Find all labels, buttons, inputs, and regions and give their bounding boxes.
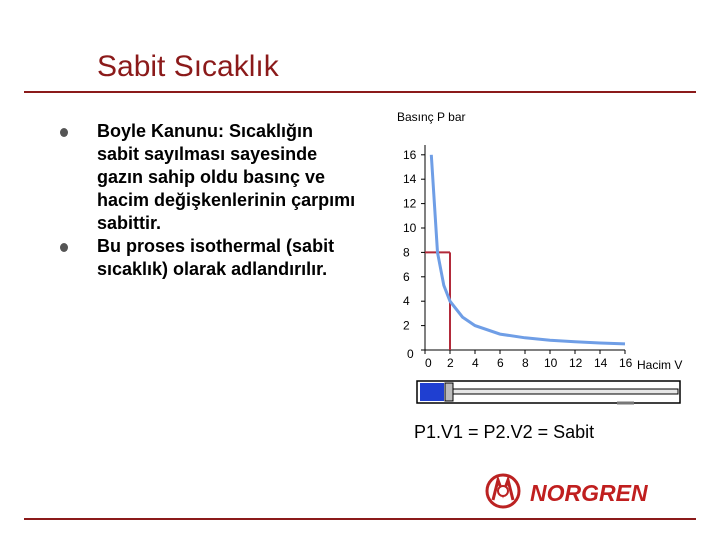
piston-head [445,383,453,401]
y-tick-label: 4 [403,294,410,309]
x-tick-label: 14 [594,356,608,370]
slide-title: Sabit Sıcaklık [97,50,279,83]
boyle-equation: P1.V1 = P2.V2 = Sabit [414,422,595,442]
bottom-divider [24,518,696,520]
y-tick-label: 6 [403,269,410,284]
y-tick-label: 8 [403,245,410,260]
y-tick-label: 10 [403,221,417,235]
y-tick-label: 2 [403,318,410,333]
x-tick-label: 16 [619,356,633,370]
gas-chamber [420,383,444,401]
y-axis-label: Basınç P bar [397,110,466,124]
x-tick-label: 10 [544,356,558,370]
x-tick-label: 12 [569,356,583,370]
bullet-text: Bu proses isothermal (sabit sıcaklık) olarak adlandırılır. [97,236,335,279]
piston-rod [453,389,678,394]
x-axis-label: Hacim V [637,358,683,372]
norgren-logo [484,470,696,510]
x-tick-label: 0 [425,356,432,370]
x-tick-label: 4 [472,356,479,370]
bullet-text: Boyle Kanunu: Sıcaklığın sabit sayılması sayesinde gazın sahip oldu basınç ve hacim değişkenlerinin çarpımı sabittir. [97,121,356,233]
y-tick-label: 0 [407,347,414,361]
x-tick-label: 6 [497,356,504,370]
y-tick-label: 16 [403,147,417,162]
x-tick-label: 2 [447,356,454,370]
norgren-emblem-icon [487,475,519,507]
y-tick-label: 12 [403,196,417,211]
y-tick-label: 14 [403,172,417,187]
isothermal-curve [431,155,625,344]
x-tick-label: 8 [522,356,529,370]
logo-wordmark: NORGREN [530,480,648,506]
